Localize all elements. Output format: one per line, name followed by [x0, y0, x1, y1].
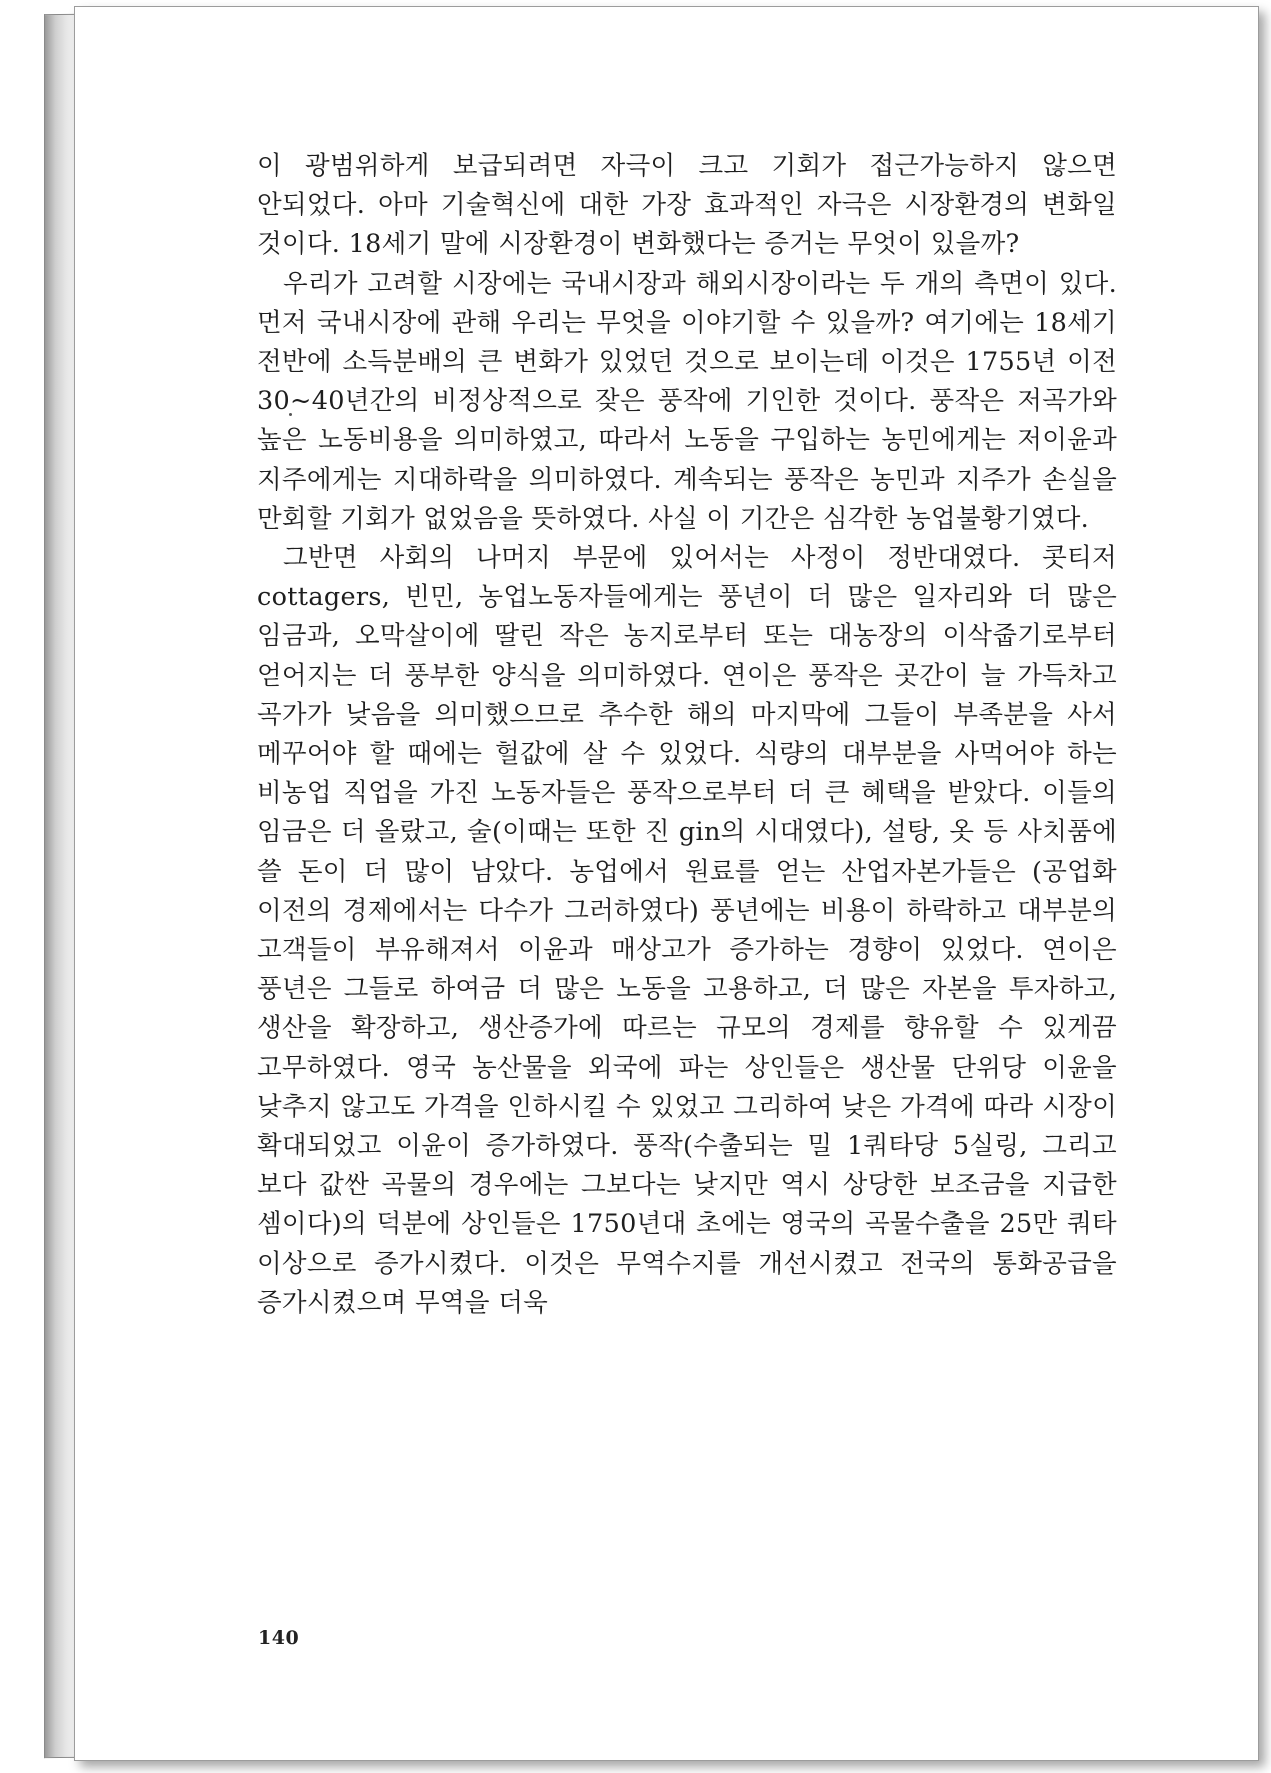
book: [44, 6, 1259, 1761]
body-text: [257, 147, 1117, 1323]
page-stack-edge: [44, 14, 75, 1758]
paragraph-2: 우리가 고려할 시장에는 국내시장과 해외시장이라는 두 개의 측면이 있다. 먼저 국내시장에 관해 우리는 무엇을 이야기할 수 있을까? 여기에는 18세기 전반에 소득분배의 큰 변화가 있었던 것으로 보이는데 이것은 1755년 이전 30~40년간의 비정상적으로 잦은 풍작에 기인한 것이다. 풍작은 저곡가와 높은 노동비용을 의미하였고, 따라서 노동을 구입하는 농민에게는 저이윤과 지주에게는 지대하락을 의미하였다. 계속되는 풍작은 농민과 지주가 손실을 만회할 기회가 없었음을 뜻하였다. 사실 이 기간은 심각한 농업불황기였다.: [257, 268, 1117, 534]
paragraph-1: 이 광범위하게 보급되려면 자극이 크고 기회가 접근가능하지 않으면 안되었다. 아마 기술혁신에 대한 가장 효과적인 자극은 시장환경의 변화일 것이다. 18세기 말에 시장환경이 변화했다는 증거는 무엇이 있을까?: [257, 151, 1117, 260]
book-page: [74, 6, 1259, 1761]
page-number: 140: [258, 1627, 300, 1649]
paragraph-3: 그반면 사회의 나머지 부문에 있어서는 사정이 정반대였다. 콧티저 cottagers, 빈민, 농업노동자들에게는 풍년이 더 많은 일자리와 더 많은 임금과, 오막살이에 딸린 작은 농지로부터 또는 대농장의 이삭줍기로부터 얻어지는 더 풍부한 양식을 의미하였다. 연이은 풍작은 곳간이 늘 가득차고 곡가가 낮음을 의미했으므로 추수한 해의 마지막에 그들이 부족분을 사서 메꾸어야 할 때에는 헐값에 살 수 있었다. 식량의 대부분을 사먹어야 하는 비농업 직업을 가진 노동자들은 풍작으로부터 더 큰 혜택을 받았다. 이들의 임금은 더 올랐고, 술(이때는 또한 진 gin의 시대였다), 설탕, 옷 등 사치품에 쓸 돈이 더 많이 남았다. 농업에서 원료를 얻는 산업자본가들은 (공업화 이전의 경제에서는 다수가 그러하였다) 풍년에는 비용이 하락하고 대부분의 고객들이 부유해져서 이윤과 매상고가 증가하는 경향이 있었다. 연이은 풍년은 그들로 하여금 더 많은 노동을 고용하고, 더 많은 자본을 투자하고, 생산을 확장하고, 생산증가에 따르는 규모의 경제를 향유할 수 있게끔 고무하였다. 영국 농산물을 외국에 파는 상인들은 생산물 단위당 이윤을 낮추지 않고도 가격을 인하시킬 수 있었고 그리하여 낮은 가격에 따라 시장이 확대되었고 이윤이 증가하였다. 풍작(수출되는 밀 1쿼타당 5실링, 그리고 보다 값싼 곡물의 경우에는 그보다는 낮지만 역시 상당한 보조금을 지급한 셈이다)의 덕분에 상인들은 1750년대 초에는 영국의 곡물수출을 25만 쿼타 이상으로 증가시켰다. 이것은 무역수지를 개선시켰고 전국의 통화공급을 증가시켰으며 무역을 더욱: [257, 543, 1117, 1318]
